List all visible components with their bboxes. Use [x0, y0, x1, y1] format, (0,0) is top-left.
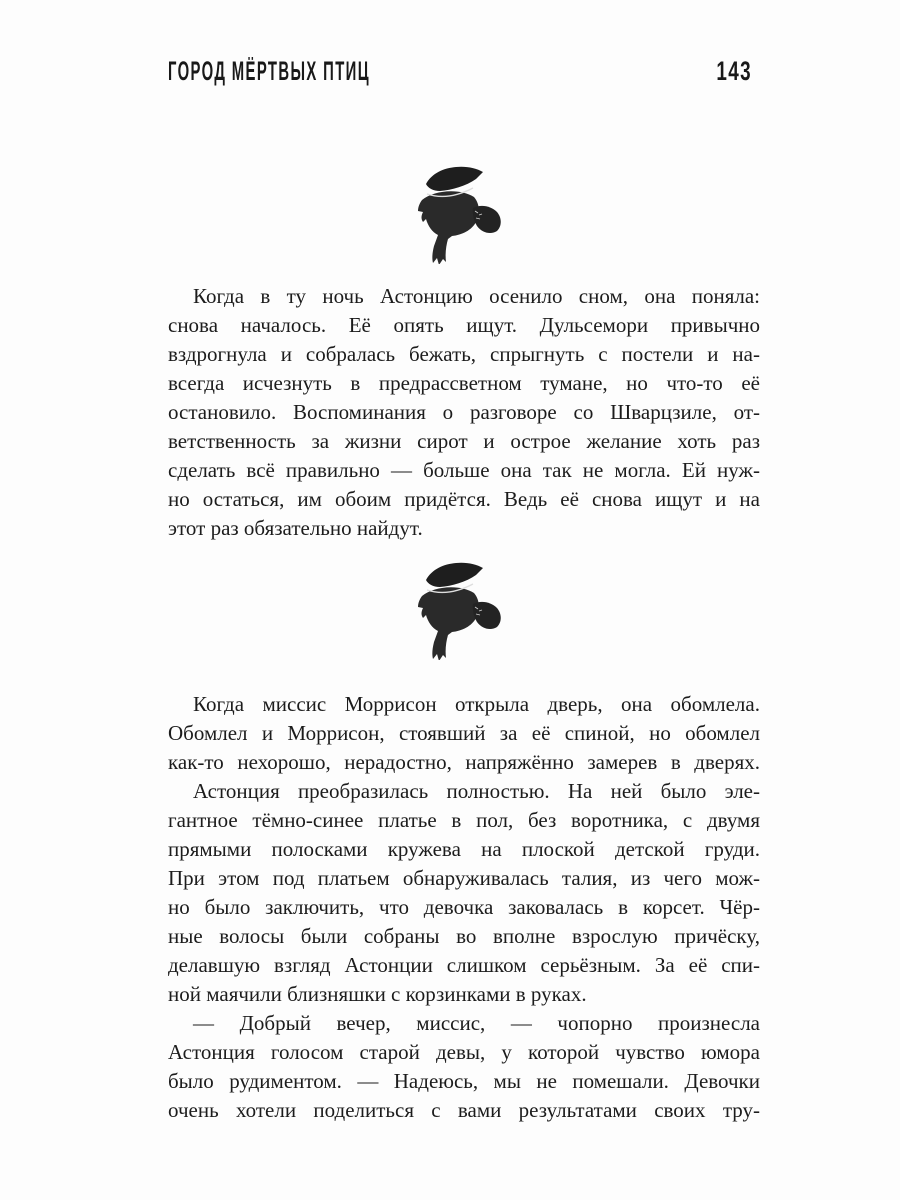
bird-illustration-2 — [418, 562, 502, 660]
page-number: 143 — [716, 56, 752, 86]
text-line: При этом под платьем обнаруживалась талия, из чего мож- — [168, 866, 760, 890]
paragraph — [168, 282, 760, 543]
text-line: Когда в ту ночь Астонцию осенило сном, она поняла: — [193, 284, 760, 308]
text-line: этот раз обязательно найдут. — [168, 516, 423, 540]
text-line: остановило. Воспоминания о разговоре со Шварцзиле, от- — [168, 400, 760, 424]
text-line: — Добрый вечер, миссис, — чопорно произнесла — [193, 1011, 760, 1035]
paragraph — [168, 690, 760, 777]
text-line: ные волосы были собраны во вполне взрослую причёску, — [168, 924, 760, 948]
text-line: очень хотели поделиться с вами результатами своих тру- — [168, 1098, 760, 1122]
text-line: но было заключить, что девочка заковалась в корсет. Чёр- — [168, 895, 760, 919]
text-line: снова началось. Её опять ищут. Дульсемори привычно — [168, 313, 760, 337]
text-line: но остаться, им обоим придётся. Ведь её снова ищут и на — [168, 487, 760, 511]
paragraph — [168, 1009, 760, 1125]
paragraph — [168, 777, 760, 1009]
text-line: вздрогнула и собралась бежать, спрыгнуть с постели и на- — [168, 342, 760, 366]
text-block-upper — [168, 282, 760, 543]
text-line: прямыми полосками кружева на плоской детской груди. — [168, 837, 760, 861]
text-line: Обомлел и Моррисон, стоявший за её спиной, но обомлел — [168, 721, 760, 745]
text-line: Астонция голосом старой девы, у которой чувство юмора — [168, 1040, 760, 1064]
text-line: было рудиментом. — Надеюсь, мы не помешали. Девочки — [168, 1069, 760, 1093]
text-block-lower — [168, 690, 760, 1125]
text-line: Когда миссис Моррисон открыла дверь, она обомлела. — [193, 692, 760, 716]
text-line: Астонция преобразилась полностью. На ней было эле- — [193, 779, 760, 803]
bird-illustration-1 — [418, 166, 502, 264]
text-line: сделать всё правильно — больше она так не могла. Ей нуж- — [168, 458, 760, 482]
text-line: ветственность за жизни сирот и острое желание хоть раз — [168, 429, 760, 453]
text-line: всегда исчезнуть в предрассветном тумане, но что-то её — [168, 371, 760, 395]
running-title: ГОРОД МЁРТВЫХ ПТИЦ — [168, 56, 370, 86]
page-header — [168, 56, 752, 87]
text-line: ной маячили близняшки с корзинками в руках. — [168, 982, 587, 1006]
text-line: как-то нехорошо, нерадостно, напряжённо замерев в дверях. — [168, 750, 760, 774]
text-line: делавшую взгляд Астонции слишком серьёзным. За её спи- — [168, 953, 760, 977]
text-line: гантное тёмно-синее платье в пол, без воротника, с двумя — [168, 808, 760, 832]
